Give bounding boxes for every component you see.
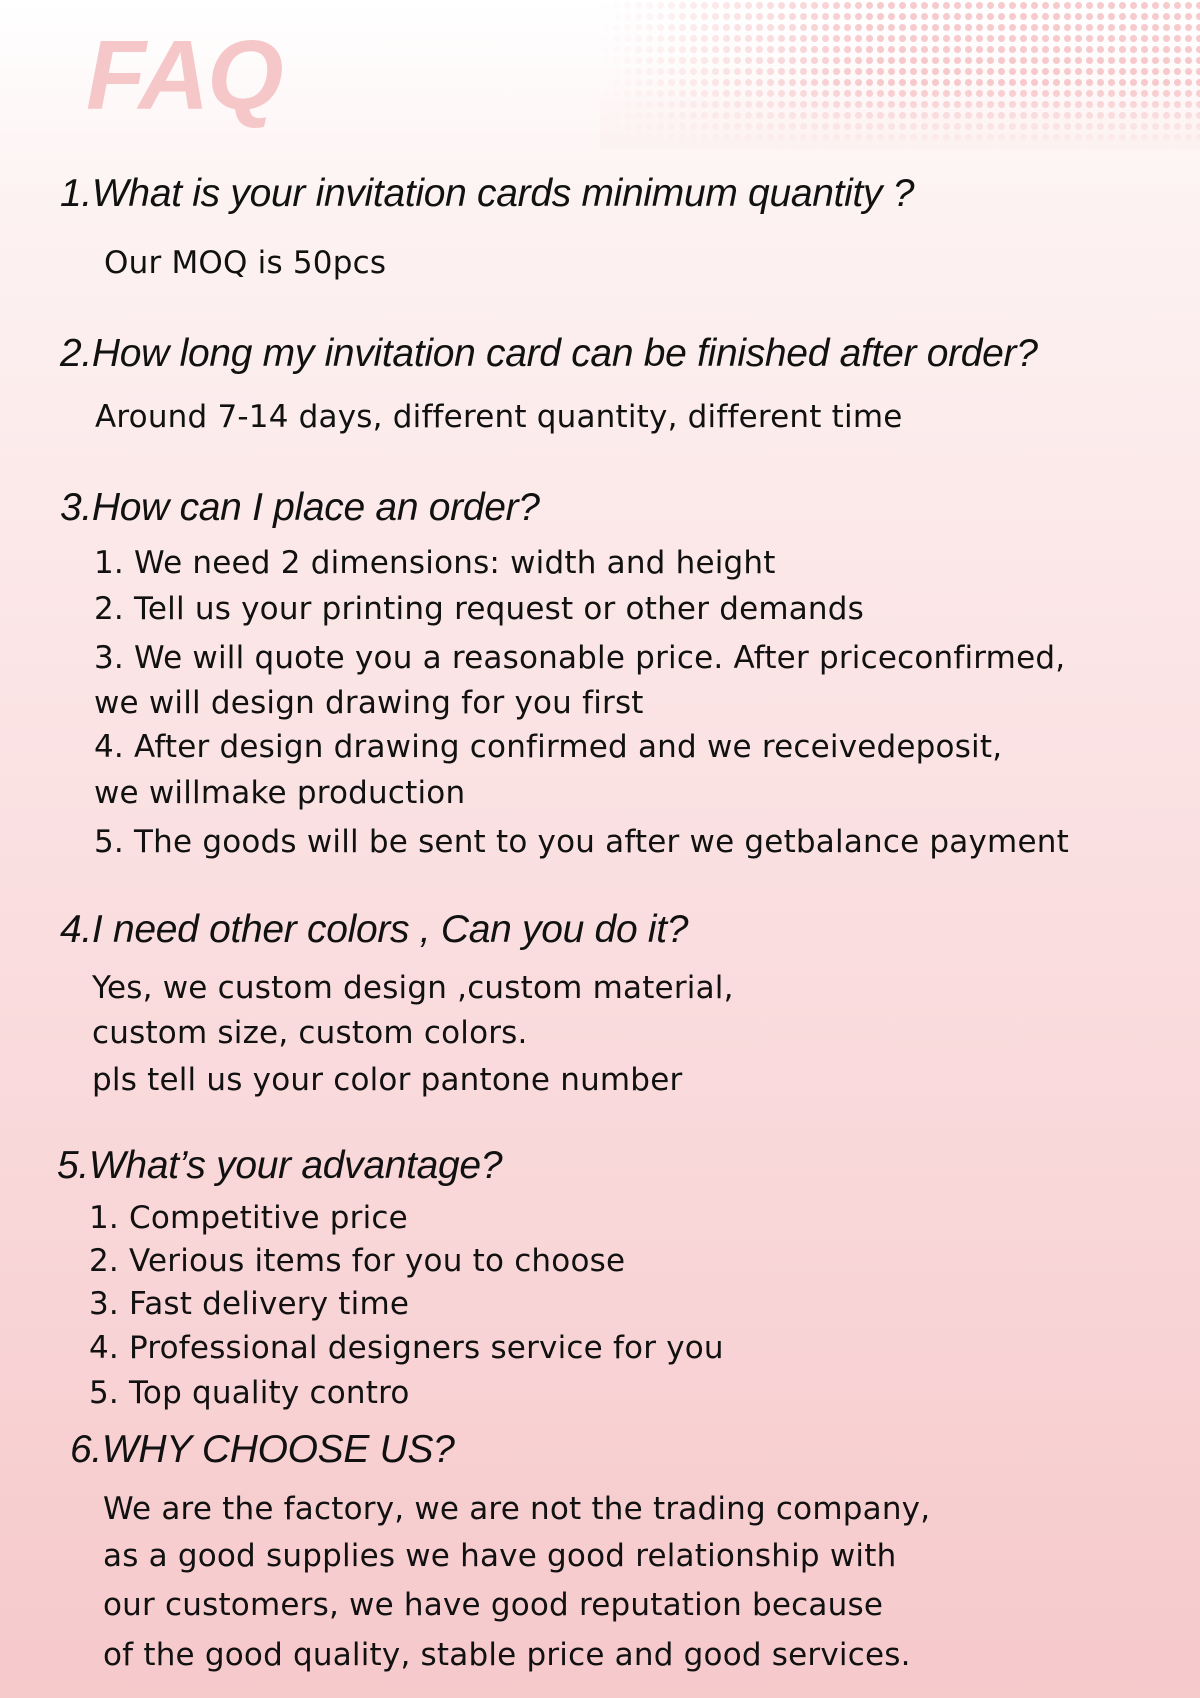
answer-5-line-1: 1. Competitive price [89, 1200, 408, 1236]
answer-6-line-3: our customers, we have good reputation because [103, 1587, 884, 1623]
answer-5-line-4: 4. Professional designers service for you [89, 1330, 724, 1366]
answer-3-line-6: we willmake production [94, 775, 466, 811]
answer-3-line-2: 2. Tell us your printing request or other demands [94, 591, 865, 627]
question-5: 5.What’s your advantage? [57, 1144, 503, 1187]
answer-3-line-3: 3. We will quote you a reasonable price. After priceconfirmed, [94, 640, 1066, 676]
page-title: FAQ [86, 20, 282, 130]
answer-4-line-2: custom size, custom colors. [92, 1015, 528, 1051]
answer-3-line-1: 1. We need 2 dimensions: width and height [94, 545, 776, 581]
answer-6-line-1: We are the factory, we are not the trading company, [103, 1491, 931, 1527]
question-1: 1.What is your invitation cards minimum quantity ? [60, 172, 915, 215]
question-2: 2.How long my invitation card can be finished after order? [60, 332, 1038, 375]
answer-5-line-3: 3. Fast delivery time [89, 1286, 410, 1322]
question-3: 3.How can I place an order? [60, 486, 540, 529]
answer-6-line-4: of the good quality, stable price and good services. [103, 1637, 911, 1673]
question-6: 6.WHY CHOOSE US? [70, 1428, 455, 1471]
answer-4-line-1: Yes, we custom design ,custom material, [92, 970, 734, 1006]
answer-1: Our MOQ is 50pcs [104, 245, 387, 281]
answer-5-line-2: 2. Verious items for you to choose [89, 1243, 626, 1279]
answer-5-line-5: 5. Top quality contro [89, 1375, 410, 1411]
answer-3-line-5: 4. After design drawing confirmed and we receivedeposit, [94, 729, 1003, 765]
answer-3-line-7: 5. The goods will be sent to you after we getbalance payment [94, 824, 1069, 860]
dot-pattern-fade [600, 0, 1200, 150]
answer-4-line-3: pls tell us your color pantone number [92, 1062, 683, 1098]
question-4: 4.I need other colors , Can you do it? [60, 908, 689, 951]
answer-3-line-4: we will design drawing for you first [94, 685, 644, 721]
answer-6-line-2: as a good supplies we have good relationship with [103, 1538, 897, 1574]
answer-2: Around 7-14 days, different quantity, different time [95, 399, 903, 435]
